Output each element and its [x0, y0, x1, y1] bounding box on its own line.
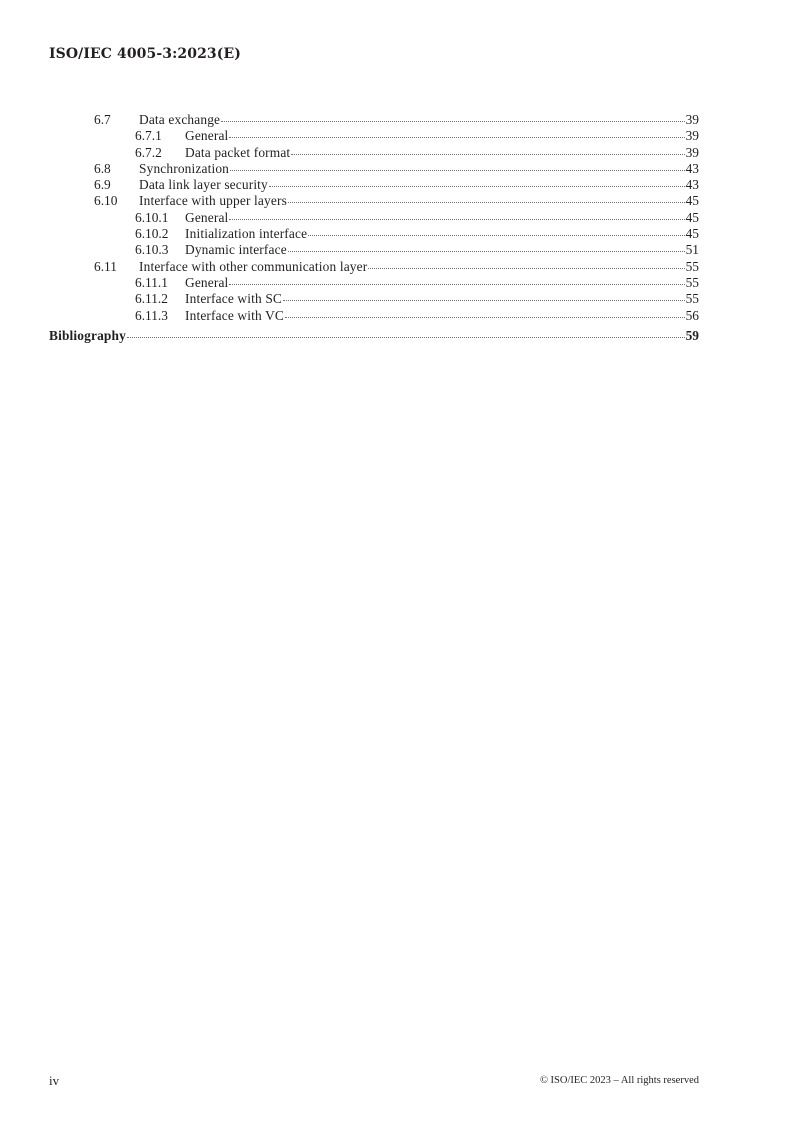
- dot-leader: [127, 326, 685, 338]
- toc-title: Data exchange: [139, 112, 221, 127]
- toc-title: General: [185, 128, 229, 144]
- toc-title: Interface with upper layers: [139, 193, 287, 209]
- toc-title: General: [185, 209, 229, 225]
- toc-number: 6.7.2: [135, 144, 162, 160]
- dot-leader: [291, 143, 684, 155]
- toc-page-number: 43: [685, 160, 699, 176]
- toc-page-number: 39: [685, 144, 699, 160]
- dot-leader: [288, 240, 685, 252]
- dot-leader: [230, 159, 685, 171]
- toc-title: Synchronization: [139, 160, 230, 176]
- footer-copyright: © ISO/IEC 2023 – All rights reserved: [539, 1075, 699, 1086]
- dot-leader: [269, 175, 685, 187]
- dot-leader: [283, 289, 685, 301]
- toc-title: Bibliography: [49, 327, 126, 343]
- dot-leader: [229, 273, 684, 285]
- dot-leader: [308, 224, 684, 236]
- document-header: ISO/IEC 4005-3:2023(E): [49, 46, 241, 62]
- toc-title: Initialization interface: [185, 226, 308, 242]
- toc-entry-6-11-3[interactable]: [49, 308, 699, 324]
- toc-title: Data packet format: [185, 144, 291, 160]
- toc-page-number: 39: [685, 112, 699, 127]
- dot-leader: [221, 110, 684, 122]
- toc-number: 6.10.3: [135, 242, 169, 258]
- table-of-contents: [49, 112, 699, 344]
- toc-title: Dynamic interface: [185, 242, 287, 258]
- toc-number: 6.11.1: [135, 274, 168, 290]
- footer-page-number: iv: [49, 1073, 60, 1088]
- toc-title: Interface with SC: [185, 291, 282, 307]
- toc-page-number: 45: [685, 193, 699, 209]
- dot-leader: [229, 126, 684, 138]
- toc-page-number: 59: [685, 327, 699, 343]
- toc-number: 6.10.2: [135, 226, 169, 242]
- toc-number: 6.9: [94, 177, 111, 193]
- toc-title: Interface with VC: [185, 307, 284, 323]
- toc-number: 6.10: [94, 193, 118, 209]
- toc-title: Interface with other communication layer: [139, 258, 368, 274]
- toc-number: 6.10.1: [135, 209, 169, 225]
- toc-page-number: 43: [685, 177, 699, 193]
- toc-entry-bibliography[interactable]: [49, 328, 699, 344]
- toc-number: 6.11: [94, 258, 117, 274]
- toc-page-number: 39: [685, 128, 699, 144]
- toc-page-number: 45: [685, 209, 699, 225]
- toc-title: Data link layer security: [139, 177, 268, 193]
- dot-leader: [285, 306, 685, 318]
- toc-number: 6.11.3: [135, 307, 168, 323]
- toc-number: 6.8: [94, 160, 111, 176]
- dot-leader: [229, 208, 684, 220]
- toc-page-number: 56: [685, 307, 699, 323]
- toc-page-number: 55: [685, 258, 699, 274]
- toc-number: 6.7.1: [135, 128, 162, 144]
- toc-number: 6.11.2: [135, 291, 168, 307]
- toc-title: General: [185, 274, 229, 290]
- toc-number: 6.7: [94, 112, 111, 127]
- dot-leader: [368, 257, 684, 269]
- toc-page-number: 45: [685, 226, 699, 242]
- dot-leader: [288, 191, 685, 203]
- toc-page-number: 55: [685, 291, 699, 307]
- toc-page-number: 51: [685, 242, 699, 258]
- toc-page-number: 55: [685, 274, 699, 290]
